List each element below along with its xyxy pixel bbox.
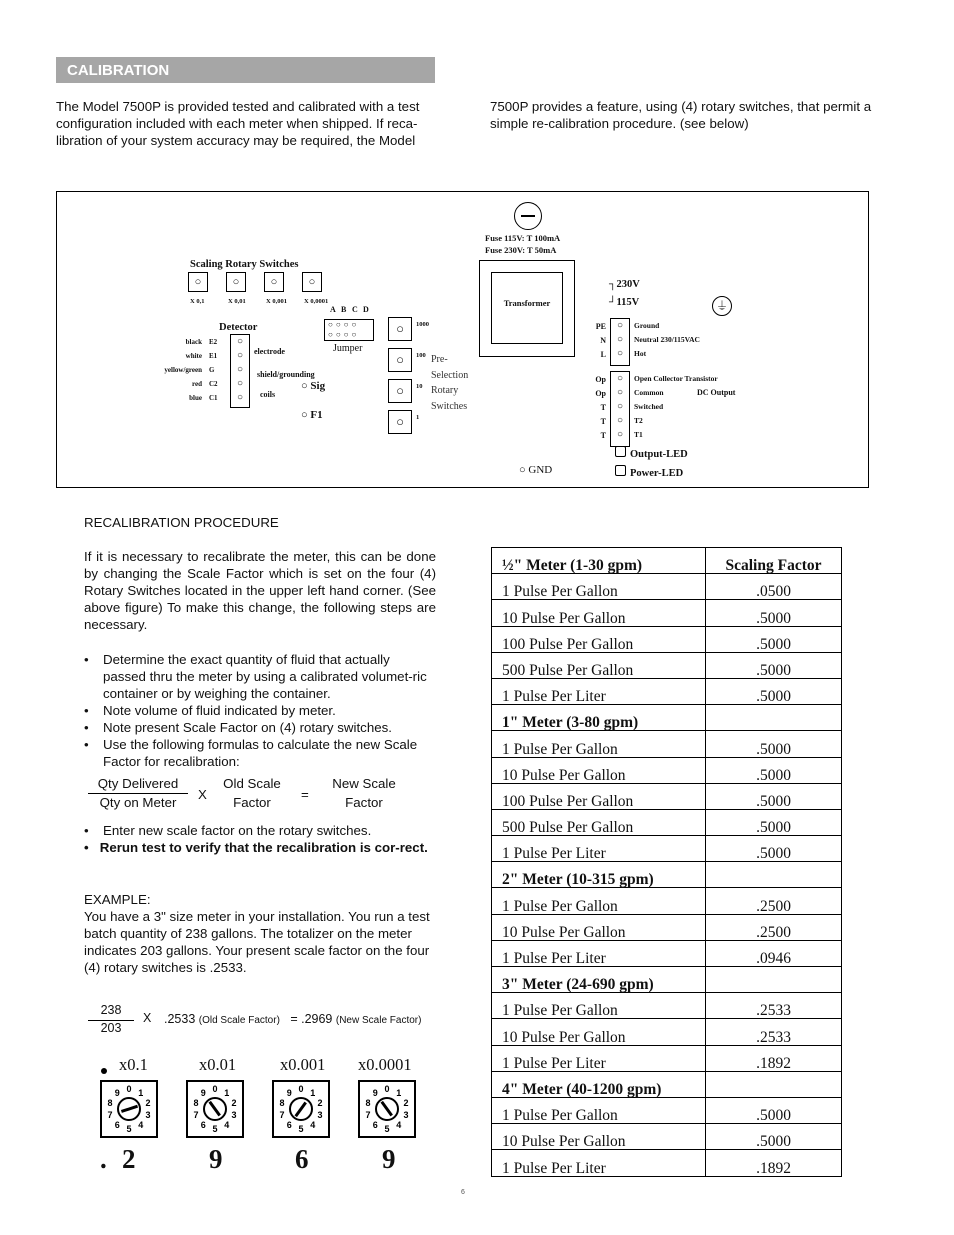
svg-text:7: 7 xyxy=(279,1110,285,1121)
table-cell-value: .5000 xyxy=(706,1124,842,1150)
terminal-desc: Common xyxy=(634,388,664,397)
fuse-ratings xyxy=(485,232,560,256)
scaling-switch xyxy=(188,272,208,292)
scaling-switch-label: X 0,001 xyxy=(266,298,287,305)
terminal-pin: C2 xyxy=(209,380,218,388)
jumper-letter: B xyxy=(341,305,347,314)
table-cell-label: 10 Pulse Per Gallon xyxy=(492,600,706,626)
table-cell-label: 1 Pulse Per Gallon xyxy=(492,1097,706,1123)
terminal-pin: T xyxy=(600,431,606,440)
table-cell-label: 500 Pulse Per Gallon xyxy=(492,652,706,678)
table-cell-value: .5000 xyxy=(706,626,842,652)
v230-label: 230V xyxy=(616,279,640,290)
transformer-box xyxy=(479,260,575,357)
rotary-dial-icon xyxy=(188,1082,242,1136)
table-cell-label: 4" Meter (40-1200 gpm) xyxy=(492,1071,706,1097)
table-row xyxy=(492,757,842,783)
formula-new-1: New Scale xyxy=(332,776,396,791)
table-row xyxy=(492,1150,842,1176)
terminal-desc: Hot xyxy=(634,349,647,358)
table-cell-value: .5000 xyxy=(706,1097,842,1123)
wire-color: black xyxy=(185,338,202,346)
calc-old-value: .2533 xyxy=(164,1012,196,1026)
terminal-pin: N xyxy=(600,336,606,345)
example-title: EXAMPLE: xyxy=(84,892,151,907)
table-cell-value: .2500 xyxy=(706,914,842,940)
terminal-pin: G xyxy=(209,366,215,374)
terminal-desc: T2 xyxy=(634,416,643,425)
table-row xyxy=(492,678,842,704)
step-text: Note volume of fluid indicated by meter. xyxy=(103,703,336,718)
scaling-switch xyxy=(226,272,246,292)
jumper-letter: C xyxy=(352,305,358,314)
transformer-label: Transformer xyxy=(503,298,551,308)
table-cell-label: 1 Pulse Per Liter xyxy=(492,1045,706,1071)
formula-numerator: Qty Delivered xyxy=(97,776,179,791)
svg-text:9: 9 xyxy=(114,1087,120,1098)
svg-text:9: 9 xyxy=(200,1087,206,1098)
jumper-pins: ○○○○ ○○○○ xyxy=(324,319,374,341)
list-item: • Note present Scale Factor on (4) rotary switches. xyxy=(84,720,392,735)
scaling-switch-label: X 0,01 xyxy=(228,298,246,305)
svg-text:6: 6 xyxy=(372,1120,378,1131)
rotary-switch xyxy=(358,1080,416,1138)
svg-text:6: 6 xyxy=(114,1120,120,1131)
table-cell-value: .5000 xyxy=(706,600,842,626)
wire-color: blue xyxy=(189,394,202,402)
preselection-switch: ○ xyxy=(388,379,412,403)
table-cell-label: 1 Pulse Per Gallon xyxy=(492,731,706,757)
svg-text:2: 2 xyxy=(145,1097,151,1108)
circle-icon: ○ xyxy=(308,276,316,288)
table-section-row xyxy=(492,967,842,993)
formula-old-2: Factor xyxy=(233,795,271,810)
table-cell-value xyxy=(706,967,842,993)
jumper-label: Jumper xyxy=(333,343,363,354)
svg-text:1: 1 xyxy=(224,1087,230,1098)
fuse-icon xyxy=(514,202,542,230)
svg-text:3: 3 xyxy=(317,1110,323,1121)
formula-new-2: Factor xyxy=(345,795,383,810)
svg-text:0: 0 xyxy=(212,1084,218,1094)
rotary-switch xyxy=(186,1080,244,1138)
intro-left: The Model 7500P is provided tested and calibrated with a test configuration included with each meter when shipped. If reca-libration of your system accuracy may be required, the Model xyxy=(56,99,420,148)
table-row xyxy=(492,1124,842,1150)
circle-icon: ○ xyxy=(194,276,202,288)
shield-label: shield/grounding xyxy=(257,370,315,379)
gnd-label: GND xyxy=(528,464,553,476)
table-cell-value: .0946 xyxy=(706,940,842,966)
rotary-switch-example xyxy=(100,1055,440,1183)
svg-text:8: 8 xyxy=(193,1097,199,1108)
rotary-dial-icon xyxy=(360,1082,414,1136)
table-row xyxy=(492,600,842,626)
table-cell-value: .5000 xyxy=(706,836,842,862)
fuse-230-label: Fuse 230V: T 50mA xyxy=(485,245,557,255)
fuse-115-label: Fuse 115V: T 100mA xyxy=(485,233,561,243)
table-row xyxy=(492,809,842,835)
gnd-terminal: ○ GND xyxy=(519,464,553,476)
calc-expression xyxy=(164,1012,421,1026)
table-cell-value xyxy=(706,705,842,731)
table-cell-value: .5000 xyxy=(706,757,842,783)
table-row xyxy=(492,1019,842,1045)
formula-denominator: Qty on Meter xyxy=(99,795,177,810)
svg-text:9: 9 xyxy=(372,1087,378,1098)
output-led-label: Output-LED xyxy=(630,449,688,460)
table-cell-value: .2533 xyxy=(706,993,842,1019)
table-cell-label: 100 Pulse Per Gallon xyxy=(492,626,706,652)
formula-times: X xyxy=(198,787,207,802)
detector-label: Detector xyxy=(219,322,258,333)
table-row xyxy=(492,731,842,757)
svg-text:0: 0 xyxy=(298,1084,304,1094)
power-led xyxy=(615,465,683,479)
calc-new-note: (New Scale Factor) xyxy=(335,1015,422,1026)
table-row xyxy=(492,888,842,914)
step-enter: Enter new scale factor on the rotary switches. xyxy=(103,823,372,838)
table-cell-value: .5000 xyxy=(706,678,842,704)
svg-text:1: 1 xyxy=(138,1087,144,1098)
digit-1: 2 xyxy=(122,1144,136,1174)
steps-list-2: • Enter new scale factor on the rotary switches. • Rerun test to verify that the recalibration is cor-rect. xyxy=(84,823,428,855)
svg-text:2: 2 xyxy=(403,1097,409,1108)
scaling-switch-label: X 0,0001 xyxy=(304,298,329,305)
list-item: • Use the following formulas to calculate the new Scale Factor for recalibration: xyxy=(84,736,436,770)
terminal-pin: E1 xyxy=(209,352,218,360)
svg-text:8: 8 xyxy=(107,1097,113,1108)
step-text: Determine the exact quantity of fluid that actually passed thru the meter by using a calibrated volumet-ric container or by weighing the container. xyxy=(103,652,427,701)
terminal-pin: T xyxy=(600,403,606,412)
dc-output-label: DC Output xyxy=(697,388,736,397)
example-text: You have a 3" size meter in your installation. You run a test batch quantity of 238 gallons. The totalizer on the meter indicates 203 gallons. Your present scale factor on the four (4) rotary switches is .2533. xyxy=(84,909,430,975)
switch-label-3: x0.001 xyxy=(280,1055,326,1074)
f1-label: F1 xyxy=(310,409,323,421)
table-cell-label: 1" Meter (3-80 gpm) xyxy=(492,705,706,731)
table-cell-label: 1 Pulse Per Gallon xyxy=(492,993,706,1019)
terminal-desc: T1 xyxy=(634,430,643,439)
switch-label-1: x0.1 xyxy=(119,1055,148,1074)
preselection-value: 100 xyxy=(416,352,426,359)
jumper-letter: D xyxy=(363,305,369,314)
scaling-switch xyxy=(302,272,322,292)
table-cell-value xyxy=(706,1071,842,1097)
table-row xyxy=(492,836,842,862)
wire-color: white xyxy=(185,352,202,360)
svg-text:5: 5 xyxy=(212,1124,218,1134)
svg-text:3: 3 xyxy=(231,1110,237,1121)
formula-equals: = xyxy=(301,787,309,802)
svg-text:1: 1 xyxy=(396,1087,402,1098)
terminal-block: ○ ○ ○ ○ ○ xyxy=(610,371,630,447)
table-cell-label: 2" Meter (10-315 gpm) xyxy=(492,862,706,888)
terminal-desc: Open Collector Transistor xyxy=(634,374,718,383)
terminal-pin: Op xyxy=(595,389,606,398)
formula xyxy=(88,775,438,815)
switch-label-2: x0.01 xyxy=(199,1055,237,1074)
terminal-desc: Switched xyxy=(634,402,664,411)
table-header-meter: ½" Meter (1-30 gpm) xyxy=(492,548,706,574)
coils-label: coils xyxy=(260,390,276,399)
voltage-selector: ┐230V ┘115V xyxy=(609,279,640,308)
table-cell-value: .1892 xyxy=(706,1045,842,1071)
svg-text:5: 5 xyxy=(126,1124,132,1134)
svg-text:4: 4 xyxy=(396,1120,402,1131)
terminal-desc: Ground xyxy=(634,321,660,330)
table-cell-label: 1 Pulse Per Gallon xyxy=(492,574,706,600)
wiring-diagram xyxy=(56,191,869,488)
table-cell-value: .2500 xyxy=(706,888,842,914)
table-cell-value xyxy=(706,862,842,888)
table-cell-value: .0500 xyxy=(706,574,842,600)
svg-text:9: 9 xyxy=(286,1087,292,1098)
svg-text:4: 4 xyxy=(138,1120,144,1131)
section-title: CALIBRATION xyxy=(56,57,435,83)
calc-denominator: 203 xyxy=(100,1021,122,1035)
terminal-pin: Op xyxy=(595,375,606,384)
table-row xyxy=(492,652,842,678)
table-cell-value: .5000 xyxy=(706,731,842,757)
rotary-switch xyxy=(272,1080,330,1138)
svg-text:0: 0 xyxy=(384,1084,390,1094)
svg-text:3: 3 xyxy=(145,1110,151,1121)
rotary-dial-icon xyxy=(102,1082,156,1136)
scaling-switch-label: X 0,1 xyxy=(190,298,205,305)
table-cell-label: 3" Meter (24-690 gpm) xyxy=(492,967,706,993)
svg-text:5: 5 xyxy=(298,1124,304,1134)
terminal-pin: L xyxy=(600,350,606,359)
svg-text:3: 3 xyxy=(403,1110,409,1121)
list-item: • Note volume of fluid indicated by meter. xyxy=(84,703,336,718)
output-led xyxy=(615,446,688,460)
scaling-factor-table xyxy=(491,547,842,1177)
table-cell-label: 1 Pulse Per Gallon xyxy=(492,888,706,914)
digit-dot: . xyxy=(100,1144,107,1174)
svg-text:1: 1 xyxy=(310,1087,316,1098)
table-row xyxy=(492,914,842,940)
preselection-switch: ○ xyxy=(388,317,412,341)
svg-text:7: 7 xyxy=(193,1110,199,1121)
svg-text:7: 7 xyxy=(365,1110,371,1121)
v115-label: 115V xyxy=(616,297,640,308)
calc-times: X xyxy=(143,1011,152,1025)
table-cell-label: 10 Pulse Per Gallon xyxy=(492,914,706,940)
terminal-pin: E2 xyxy=(209,338,218,346)
table-section-row xyxy=(492,705,842,731)
calc-old-note: (Old Scale Factor) xyxy=(198,1015,280,1026)
preselection-label: Pre- Selection Rotary Switches xyxy=(431,354,469,412)
wire-color: red xyxy=(192,380,202,388)
svg-text:8: 8 xyxy=(365,1097,371,1108)
f1-terminal: ○ F1 xyxy=(301,409,323,421)
table-cell-label: 10 Pulse Per Gallon xyxy=(492,757,706,783)
example-calc xyxy=(88,1003,448,1039)
preselection-switch: ○ xyxy=(388,348,412,372)
sig-label: Sig xyxy=(310,380,326,392)
table-cell-label: 1 Pulse Per Liter xyxy=(492,836,706,862)
svg-text:2: 2 xyxy=(231,1097,237,1108)
table-section-row xyxy=(492,862,842,888)
table-cell-value: .5000 xyxy=(706,809,842,835)
terminal-desc: Neutral 230/115VAC xyxy=(634,335,700,344)
table-cell-value: .5000 xyxy=(706,783,842,809)
sig-terminal: ○ Sig xyxy=(301,380,326,392)
ground-symbol-icon: ⏚ xyxy=(712,296,732,316)
table-row xyxy=(492,993,842,1019)
table-row xyxy=(492,626,842,652)
table-header-factor: Scaling Factor xyxy=(706,548,842,574)
wire-color: yellow/green xyxy=(164,366,202,374)
digit-2: 9 xyxy=(209,1144,223,1174)
step-text: Note present Scale Factor on (4) rotary switches. xyxy=(103,720,392,735)
preselection-value: 10 xyxy=(416,383,423,390)
digit-3: 6 xyxy=(295,1144,309,1174)
table-cell-label: 10 Pulse Per Gallon xyxy=(492,1124,706,1150)
preselection-value: 1000 xyxy=(416,321,429,328)
electrode-label: electrode xyxy=(254,347,285,356)
svg-text:7: 7 xyxy=(107,1110,113,1121)
terminal-block: ○ ○ ○ xyxy=(610,318,630,366)
table-cell-value: .5000 xyxy=(706,652,842,678)
table-row xyxy=(492,574,842,600)
table-cell-label: 1 Pulse Per Liter xyxy=(492,940,706,966)
terminal-pin: PE xyxy=(595,322,606,331)
table-cell-label: 10 Pulse Per Gallon xyxy=(492,1019,706,1045)
table-section-row xyxy=(492,1071,842,1097)
svg-text:0: 0 xyxy=(126,1084,132,1094)
table-row xyxy=(492,1045,842,1071)
terminal-pin: C1 xyxy=(209,394,218,402)
step-text: Use the following formulas to calculate the new Scale Factor for recalibration: xyxy=(103,737,418,769)
table-cell-value: .2533 xyxy=(706,1019,842,1045)
preselection-switch: ○ xyxy=(388,410,412,434)
scaling-switch xyxy=(264,272,284,292)
preselection-value: 1 xyxy=(416,414,420,421)
calc-result: = .2969 xyxy=(290,1012,333,1026)
svg-text:6: 6 xyxy=(286,1120,292,1131)
svg-text:4: 4 xyxy=(224,1120,230,1131)
table-row xyxy=(492,783,842,809)
power-led-label: Power-LED xyxy=(630,468,684,479)
table-row xyxy=(492,1097,842,1123)
decimal-dot-icon xyxy=(101,1068,107,1074)
scaling-title: Scaling Rotary Switches xyxy=(190,259,299,270)
table-cell-label: 500 Pulse Per Gallon xyxy=(492,809,706,835)
svg-text:4: 4 xyxy=(310,1120,316,1131)
circle-icon: ○ xyxy=(232,276,240,288)
step-rerun: Rerun test to verify that the recalibration is cor-rect. xyxy=(99,840,428,855)
svg-text:5: 5 xyxy=(384,1124,390,1134)
jumper-letter: A xyxy=(330,305,336,314)
page-number: 6 xyxy=(461,1189,465,1196)
rotary-dial-icon xyxy=(274,1082,328,1136)
recal-title: RECALIBRATION PROCEDURE xyxy=(84,515,279,530)
rotary-switch xyxy=(100,1080,158,1138)
intro-right: 7500P provides a feature, using (4) rotary switches, that permit a simple re-calibration procedure. (see below) xyxy=(490,99,872,131)
steps-list xyxy=(84,651,436,770)
calc-numerator: 238 xyxy=(100,1003,122,1017)
digit-4: 9 xyxy=(382,1144,396,1174)
svg-text:6: 6 xyxy=(200,1120,206,1131)
table-cell-label: 100 Pulse Per Gallon xyxy=(492,783,706,809)
detector-terminal-block: ○ ○ ○ ○ ○ xyxy=(230,334,250,408)
table-cell-label: 1 Pulse Per Liter xyxy=(492,1150,706,1176)
table-header-row xyxy=(492,548,842,574)
table-cell-value: .1892 xyxy=(706,1150,842,1176)
table-cell-label: 1 Pulse Per Liter xyxy=(492,678,706,704)
formula-old-1: Old Scale xyxy=(223,776,281,791)
terminal-pin: T xyxy=(600,417,606,426)
switch-label-4: x0.0001 xyxy=(358,1055,412,1074)
circle-icon: ○ xyxy=(270,276,278,288)
table-row xyxy=(492,940,842,966)
list-item: • Determine the exact quantity of fluid that actually passed thru the meter by using a calibrated volumet-ric container or by weighing the container. xyxy=(84,651,436,702)
svg-text:8: 8 xyxy=(279,1097,285,1108)
recal-intro: If it is necessary to recalibrate the meter, this can be done by changing the Scale Factor which is set on the four (4) Rotary Switches located in the upper left hand corner. (See above figure) To make this change, the following steps are necessary. xyxy=(84,549,436,632)
svg-text:2: 2 xyxy=(317,1097,323,1108)
